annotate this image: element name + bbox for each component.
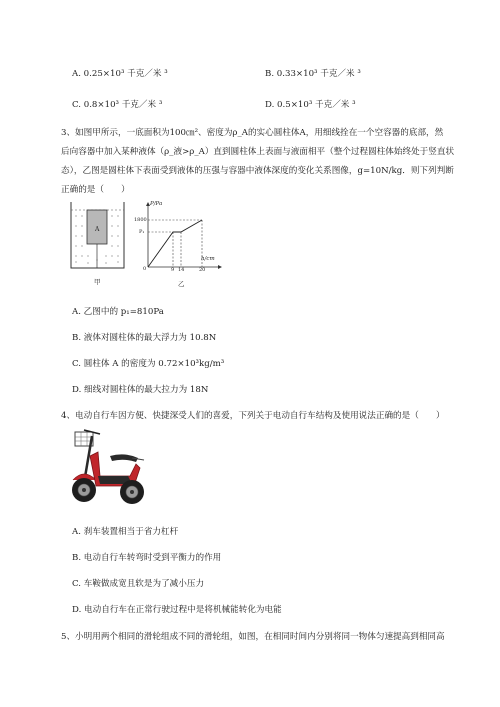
figure-yi-label: 乙 xyxy=(178,280,185,288)
graph-y-p1: P₁ xyxy=(139,229,145,235)
prev-option-d: D. 0.5×10³ 千克／米 ³ xyxy=(265,100,356,110)
q3-option-b: B. 液体对圆柱体的最大浮力为 10.8N xyxy=(72,333,217,343)
q4-option-d: D. 电动自行车在正常行驶过程中是将机械能转化为电能 xyxy=(72,605,282,615)
graph-x-14: 14 xyxy=(178,267,185,273)
figure-jia-label: 甲 xyxy=(94,278,101,286)
q4-option-c: C. 车鞍做成宽且软是为了减小压力 xyxy=(72,579,205,589)
q3-line-1: 3、如图甲所示，一底面积为100㎝²、密度为ρ_A的实心圆柱体A，用细线拴在一个空容器的底部，然 xyxy=(61,128,444,138)
graph-origin: 0 xyxy=(143,266,147,272)
q5-line-1: 5、小明用两个相同的滑轮组成不同的滑轮组，如图，在相同时间内分别将同一物体匀速提高到相同高 xyxy=(61,632,445,642)
prev-option-b: B. 0.33×10³ 千克／米 ³ xyxy=(265,69,361,79)
electric-bicycle-image xyxy=(70,428,150,508)
q3-line-4: 正确的是（ ） xyxy=(61,185,130,195)
q4-option-b: B. 电动自行车转弯时受到平衡力的作用 xyxy=(72,553,222,563)
graph-y-1800: 1800 xyxy=(134,217,147,223)
graph-x-20: 20 xyxy=(199,267,206,273)
graph-ylabel: P/Pa xyxy=(150,201,163,207)
prev-option-c: C. 0.8×10³ 千克／米 ³ xyxy=(72,100,163,110)
figure-container-jia xyxy=(68,200,138,280)
prev-option-a: A. 0.25×10³ 千克／米 ³ xyxy=(72,69,168,79)
q4-line-1: 4、电动自行车因方便、快捷深受人们的喜爱，下列关于电动自行车结构及使用说法正确的是（ ） xyxy=(61,411,445,421)
q3-option-c: C. 圆柱体 A 的密度为 0.72×10³kg/m³ xyxy=(72,359,225,369)
q3-line-3: 态），乙图是圆柱体下表面受到液体的压强与容器中液体深度的变化关系图像，g=10N/kg．则下列判断 xyxy=(61,166,454,176)
q3-option-d: D. 细线对圆柱体的最大拉力为 18N xyxy=(72,385,209,395)
block-a-label: A xyxy=(95,226,100,233)
q3-line-2: 后向容器中加入某种液体（ρ_液>ρ_A）直到圆柱体上表面与液面相平（整个过程圆柱体始终处于竖直状 xyxy=(61,147,455,157)
q4-option-a: A. 刹车装置相当于省力杠杆 xyxy=(72,527,179,537)
graph-x-9: 9 xyxy=(171,267,175,273)
graph-xlabel: h/cm xyxy=(201,256,215,262)
q3-option-a: A. 乙图中的 p₁=810Pa xyxy=(72,307,164,317)
